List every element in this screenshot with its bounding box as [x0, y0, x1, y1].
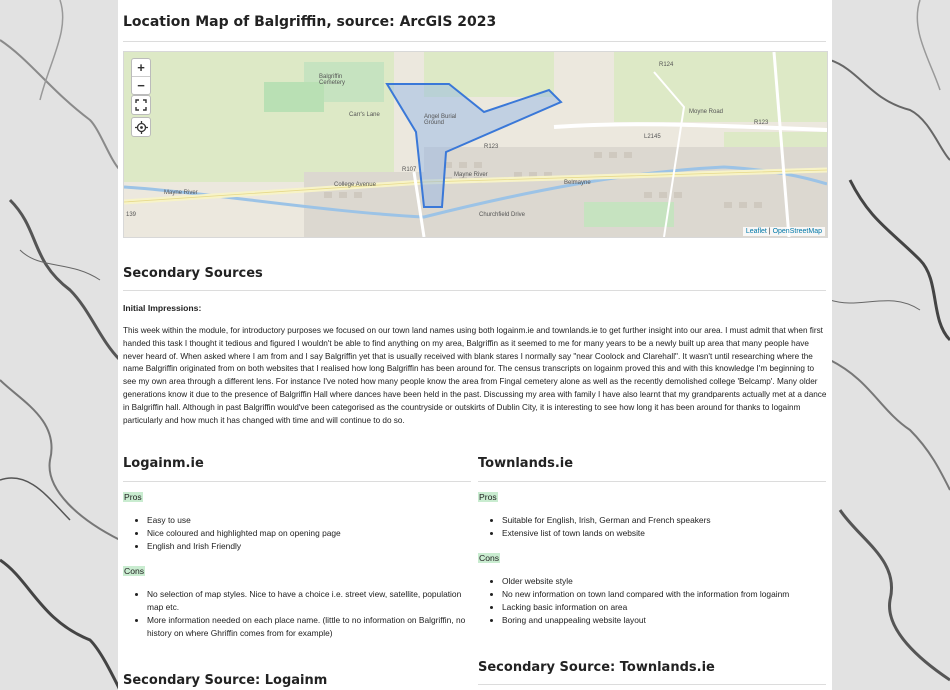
townlands-pros-list: [478, 514, 832, 540]
townlands-cons-list: [478, 575, 832, 627]
divider: [478, 684, 826, 685]
list-item: • Suitable for English, Irish, German and French speakers: [502, 514, 832, 527]
map-label-139: 139: [126, 212, 137, 218]
locate-button[interactable]: [131, 117, 151, 137]
secondary-source-logainm-heading: Secondary Source: Logainm: [123, 673, 328, 688]
list-item: • Boring and unappealing website layout: [502, 614, 832, 627]
list-item: • Nice coloured and highlighted map on opening page: [147, 527, 477, 540]
map-label-mayne-river-2: Mayne River: [454, 172, 488, 178]
map-label-r107: R107: [402, 167, 417, 173]
osm-link[interactable]: OpenStreetMap: [772, 228, 822, 235]
townlands-heading: Townlands.ie: [478, 456, 574, 471]
map-label-l2145: L2145: [644, 134, 661, 140]
initial-impressions-label: Initial Impressions:: [123, 303, 202, 313]
fullscreen-icon: [135, 99, 147, 111]
logainm-pros-tag: Pros: [124, 492, 142, 502]
logainm-heading: Logainm.ie: [123, 456, 204, 471]
list-item: • No new information on town land compared with the information from logainm: [502, 588, 832, 601]
leaflet-link[interactable]: Leaflet: [745, 228, 767, 235]
divider: [123, 481, 471, 482]
map-label-college-avenue: College Avenue: [334, 182, 376, 188]
logainm-cons-list: [123, 588, 471, 640]
map-attribution: [743, 227, 825, 236]
map-label-r123: R123: [754, 120, 769, 126]
map-label-carrs-lane: Carr's Lane: [349, 112, 380, 118]
secondary-sources-heading: Secondary Sources: [123, 266, 263, 281]
divider: [478, 481, 826, 482]
list-item: • No selection of map styles. Nice to have a choice i.e. street view, satellite, population map etc.: [147, 588, 471, 614]
location-map[interactable]: [123, 51, 828, 238]
content-page: [118, 0, 832, 690]
map-label-r123b: R123: [484, 144, 499, 150]
secondary-source-townlands-heading: Secondary Source: Townlands.ie: [478, 660, 715, 675]
list-item: • Easy to use: [147, 514, 477, 527]
impressions-paragraph: This week within the module, for introductory purposes we focused on our town land names using both logainm.ie and townlands.ie to get further insight into our area. I must admit that when first handed this task I thought it tedious and figured I wouldn't be able to find anything on my area, Balgriffin as it seemed to me for many years to be a newly built up area that many people have never heard of. When asked where I am from and I say Balgriffin yet that is usually received with blank stares I normally say "near Coolock and Clarehall". It wasn't until researching where the name Balgriffin originated from on both websites that I realised how long Balgriffin has been around for. The census transcripts on logainm proved this and with this knowledge I'm beginning to see my own area through a different lens. For instance I've noted how many people know the area from Fingal cemetery alone as well as the recently demolished college 'Belcamp'. Many older generations know it due to the presence of Balgriffin Hall where dances have been held in the past. Discussing my area with family I have also learnt that my grandparents actually met at a dance in Balgriffin hall. Although in past Balgriffin would've been categorised as the countryside or outskirts of Dublin City, it is interesting to see how long it has been around for thanks to logainm particularly and how much it has changed with time and will continue to do so.: [123, 326, 827, 425]
crosshair-icon: [135, 121, 148, 134]
logainm-cons-tag: Cons: [124, 566, 145, 576]
page-title: Location Map of Balgriffin, source: ArcGIS 2023: [123, 14, 497, 30]
attribution-separator: |: [766, 228, 773, 235]
divider: [123, 290, 826, 291]
map-label-mayne-river: Mayne River: [164, 190, 198, 196]
divider: [123, 41, 826, 42]
logainm-pros-list: [123, 514, 477, 553]
map-label-cemetery: Balgriffin Cemetery: [319, 74, 346, 86]
map-label-moyne-road: Moyne Road: [689, 109, 724, 115]
marble-background-left: [0, 0, 120, 690]
marble-background-right: [830, 0, 950, 690]
map-label-burial: Angel Burial Ground: [424, 114, 457, 126]
list-item: • Extensive list of town lands on website: [502, 527, 832, 540]
fullscreen-button[interactable]: [131, 95, 151, 115]
townlands-cons-tag: Cons: [479, 553, 500, 563]
map-label-churchfield: Churchfield Drive: [479, 212, 526, 218]
map-label-r124: R124: [659, 62, 674, 68]
zoom-out-button[interactable]: −: [132, 76, 150, 94]
map-label-belmayne: Belmayne: [564, 180, 591, 186]
list-item: • Older website style: [502, 575, 832, 588]
zoom-in-button[interactable]: +: [137, 60, 145, 75]
townlands-pros-tag: Pros: [479, 492, 497, 502]
map-tiles: [124, 52, 827, 237]
list-item: • More information needed on each place name. (little to no information on Balgriffin, no history on where Ghriffin comes from for example): [147, 614, 471, 640]
list-item: • English and Irish Friendly: [147, 540, 477, 553]
zoom-control: [131, 58, 151, 95]
list-item: • Lacking basic information on area: [502, 601, 832, 614]
